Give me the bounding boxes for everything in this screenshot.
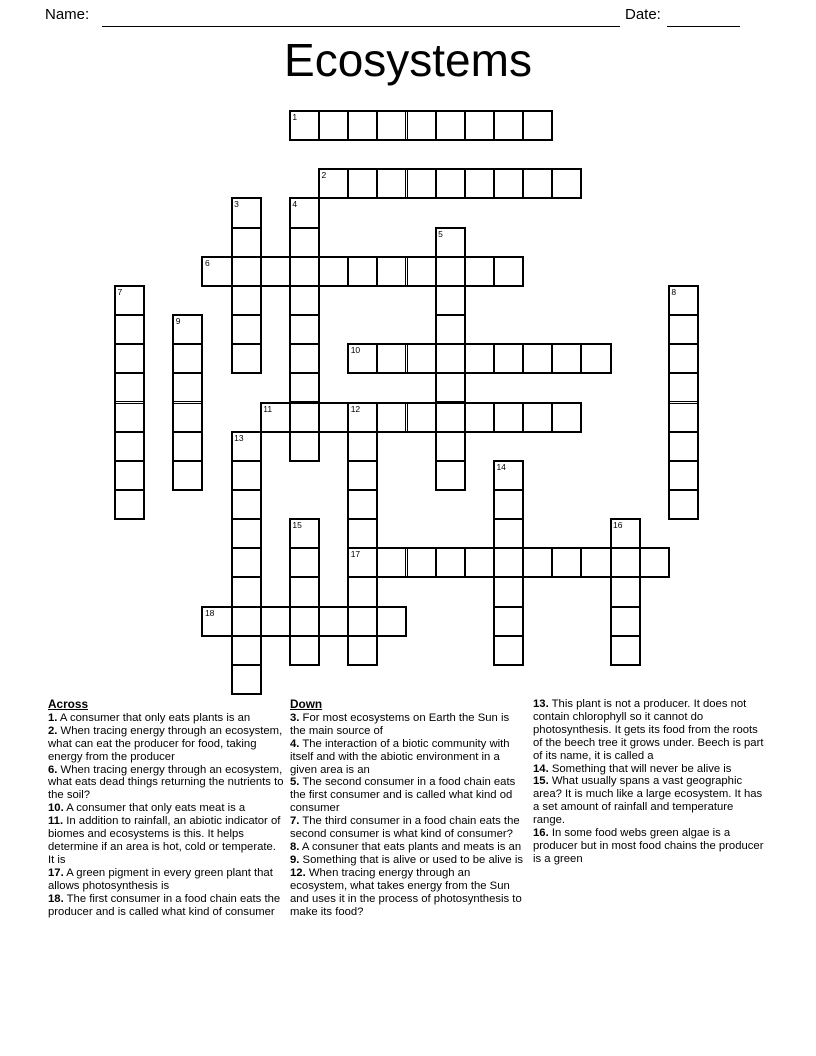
clue-across-6 xyxy=(48,764,284,803)
grid-cell[interactable] xyxy=(523,169,552,198)
grid-cell[interactable] xyxy=(290,198,319,227)
clue-text: A green pigment in every green plant that allows photosynthesis is xyxy=(48,866,273,892)
grid-cell[interactable] xyxy=(581,548,610,577)
grid-cell[interactable] xyxy=(261,607,290,636)
grid-cell[interactable] xyxy=(611,636,640,665)
cell-number: 4 xyxy=(292,199,298,210)
grid-cell[interactable] xyxy=(581,344,610,373)
clue-number: 15. xyxy=(533,775,549,788)
grid-cell[interactable] xyxy=(290,373,319,402)
grid-cell[interactable] xyxy=(232,665,261,694)
grid-cell[interactable] xyxy=(348,111,377,140)
grid-cell[interactable] xyxy=(173,461,202,490)
grid-cell[interactable] xyxy=(232,257,261,286)
grid-cell[interactable] xyxy=(319,607,348,636)
grid-cell[interactable] xyxy=(669,432,698,461)
across-heading: Across xyxy=(48,697,88,711)
clue-number: 13. xyxy=(533,698,549,710)
grid-cell[interactable] xyxy=(465,548,494,577)
grid-cell[interactable] xyxy=(465,344,494,373)
grid-cell[interactable] xyxy=(523,111,552,140)
grid-cell[interactable] xyxy=(669,373,698,402)
clue-number: 17. xyxy=(48,866,64,879)
grid-cell[interactable] xyxy=(290,548,319,577)
clue-down-9 xyxy=(290,854,527,867)
cell-number: 2 xyxy=(321,170,327,181)
clue-text: A consumer that only eats plants is an xyxy=(57,711,251,724)
grid-cell[interactable] xyxy=(348,403,377,432)
grid-cell[interactable] xyxy=(115,432,144,461)
grid-cell[interactable] xyxy=(407,257,436,286)
clue-down-13 xyxy=(533,698,764,763)
grid-cell[interactable] xyxy=(436,228,465,257)
clue-text: The second consumer in a food chain eats the first consumer and is called what kind od consumer xyxy=(290,776,516,815)
grid-cell[interactable] xyxy=(436,286,465,315)
grid-cell[interactable] xyxy=(173,315,202,344)
grid-cell[interactable] xyxy=(232,548,261,577)
cell-number: 15 xyxy=(292,520,302,531)
clue-text: For most ecosystems on Earth the Sun is the main source of xyxy=(290,711,510,737)
clue-text: In some food webs green algae is a producer but in most food chains the producer is a green xyxy=(533,827,764,865)
clue-number: 7. xyxy=(290,815,300,828)
grid-cell[interactable] xyxy=(348,577,377,606)
grid-cell[interactable] xyxy=(232,577,261,606)
grid-cell[interactable] xyxy=(523,403,552,432)
grid-cell[interactable] xyxy=(377,344,406,373)
clue-down-3 xyxy=(290,712,527,738)
clue-text: The interaction of a biotic community with itself and with the abiotic environment in a given area is an xyxy=(290,737,510,776)
grid-cell[interactable] xyxy=(407,111,436,140)
grid-cell[interactable] xyxy=(348,169,377,198)
grid-cell[interactable] xyxy=(232,228,261,257)
grid-cell[interactable] xyxy=(494,636,523,665)
grid-cell[interactable] xyxy=(436,403,465,432)
grid-cell[interactable] xyxy=(290,607,319,636)
grid-cell[interactable] xyxy=(348,432,377,461)
grid-cell[interactable] xyxy=(552,403,581,432)
clue-down-16 xyxy=(533,827,764,866)
cell-number: 5 xyxy=(438,228,443,239)
grid-cell[interactable] xyxy=(523,548,552,577)
grid-cell[interactable] xyxy=(348,607,377,636)
crossword-grid xyxy=(115,111,699,695)
clue-number: 10. xyxy=(48,802,64,815)
grid-cell[interactable] xyxy=(377,257,406,286)
clue-text: When tracing energy through an ecosystem, what can eat the producer for food, taking energy from the producer xyxy=(48,724,283,763)
grid-cell[interactable] xyxy=(669,286,698,315)
cell-number: 9 xyxy=(175,316,181,327)
clue-number: 12. xyxy=(290,866,306,879)
grid-cell[interactable] xyxy=(232,607,261,636)
cell-number: 16 xyxy=(613,520,623,531)
grid-cell[interactable] xyxy=(552,169,581,198)
grid-cell[interactable] xyxy=(261,403,290,432)
grid-cell[interactable] xyxy=(436,169,465,198)
clue-across-11 xyxy=(48,815,284,867)
grid-cell[interactable] xyxy=(523,344,552,373)
grid-cell[interactable] xyxy=(552,344,581,373)
cell-number: 14 xyxy=(496,461,506,472)
clue-number: 11. xyxy=(48,815,64,828)
grid-cell[interactable] xyxy=(465,169,494,198)
clue-number: 16. xyxy=(533,827,549,840)
grid-cell[interactable] xyxy=(377,548,406,577)
grid-cell[interactable] xyxy=(232,344,261,373)
grid-cell[interactable] xyxy=(436,257,465,286)
grid-cell[interactable] xyxy=(115,461,144,490)
grid-cell[interactable] xyxy=(232,490,261,519)
grid-cell[interactable] xyxy=(115,315,144,344)
clue-across-2 xyxy=(48,725,284,764)
grid-cell[interactable] xyxy=(407,548,436,577)
grid-cell[interactable] xyxy=(552,548,581,577)
grid-cell[interactable] xyxy=(290,344,319,373)
grid-cell[interactable] xyxy=(377,403,406,432)
grid-cell[interactable] xyxy=(173,403,202,432)
clue-down-15 xyxy=(533,775,764,827)
clue-number: 18. xyxy=(48,892,64,905)
clue-text: A consumer that only eats meat is a xyxy=(63,802,246,815)
clue-down-7 xyxy=(290,815,527,841)
grid-cell[interactable] xyxy=(202,257,231,286)
date-label: Date: xyxy=(625,6,661,23)
cell-number: 1 xyxy=(292,112,298,122)
grid-cell[interactable] xyxy=(436,111,465,140)
grid-cell[interactable] xyxy=(202,607,231,636)
grid-cell[interactable] xyxy=(611,577,640,606)
clue-down-12 xyxy=(290,867,527,919)
clue-across-1 xyxy=(48,712,284,725)
across-clues-column xyxy=(48,698,290,918)
clue-text: The third consumer in a food chain eats the second consumer is what kind of consumer? xyxy=(290,815,520,841)
page-title: Ecosystems xyxy=(284,34,532,86)
grid-cell[interactable] xyxy=(319,403,348,432)
grid-cell[interactable] xyxy=(290,403,319,432)
grid-cell[interactable] xyxy=(436,344,465,373)
grid-cell[interactable] xyxy=(465,403,494,432)
clue-number: 9. xyxy=(290,853,300,866)
grid-cell[interactable] xyxy=(290,111,319,140)
down-heading: Down xyxy=(290,697,323,711)
clue-text: Something that is alive or used to be alive is xyxy=(299,853,523,866)
grid-cell[interactable] xyxy=(232,198,261,227)
grid-cell[interactable] xyxy=(494,344,523,373)
grid-cell[interactable] xyxy=(232,286,261,315)
grid-cell[interactable] xyxy=(348,490,377,519)
grid-cell[interactable] xyxy=(290,257,319,286)
header-row xyxy=(45,5,771,27)
cell-number: 17 xyxy=(350,549,361,560)
clue-number: 2. xyxy=(48,724,58,737)
grid-cell[interactable] xyxy=(377,169,406,198)
grid-cell[interactable] xyxy=(115,286,144,315)
grid-cell[interactable] xyxy=(319,169,348,198)
grid-cell[interactable] xyxy=(173,432,202,461)
grid-cell[interactable] xyxy=(232,432,261,461)
grid-cell[interactable] xyxy=(348,548,377,577)
clue-text: Something that will never be alive is xyxy=(548,762,732,775)
grid-cell[interactable] xyxy=(494,548,523,577)
cell-number: 12 xyxy=(350,403,361,414)
clue-down-14 xyxy=(533,763,764,776)
cell-number: 10 xyxy=(350,345,361,356)
grid-cell[interactable] xyxy=(494,169,523,198)
clue-across-17 xyxy=(48,867,284,893)
grid-cell[interactable] xyxy=(377,607,406,636)
clue-text: The first consumer in a food chain eats the producer and is called what kind of consumer xyxy=(48,892,281,918)
clue-text: When tracing energy through an ecosystem, what eats dead things returning the nutrients to the soil? xyxy=(48,763,284,802)
grid-cell[interactable] xyxy=(232,315,261,344)
grid-cell[interactable] xyxy=(232,461,261,490)
clue-across-10 xyxy=(48,802,284,815)
grid-cell[interactable] xyxy=(290,636,319,665)
grid-cell[interactable] xyxy=(115,403,144,432)
grid-cell[interactable] xyxy=(290,315,319,344)
grid-cell[interactable] xyxy=(494,461,523,490)
cell-number: 8 xyxy=(671,286,677,297)
cell-number: 13 xyxy=(234,432,244,443)
grid-cell[interactable] xyxy=(669,490,698,519)
name-label: Name: xyxy=(45,6,90,23)
grid-cell[interactable] xyxy=(494,607,523,636)
grid-cell[interactable] xyxy=(494,111,523,140)
grid-cell[interactable] xyxy=(436,373,465,402)
grid-cell[interactable] xyxy=(611,607,640,636)
grid-cell[interactable] xyxy=(669,315,698,344)
grid-cell[interactable] xyxy=(494,519,523,548)
grid-cell[interactable] xyxy=(669,461,698,490)
grid-cell[interactable] xyxy=(611,548,640,577)
grid-cell[interactable] xyxy=(611,519,640,548)
grid-cell[interactable] xyxy=(290,519,319,548)
clue-text: This plant is not a producer. It does not contain chlorophyll so it cannot do photosynthesis. It gets its food from the roots of the beech tree it grows under. Beech is part of its name, it is called a xyxy=(533,698,764,762)
grid-cell[interactable] xyxy=(261,257,290,286)
grid-cell[interactable] xyxy=(669,344,698,373)
grid-cell[interactable] xyxy=(407,403,436,432)
clue-down-5 xyxy=(290,776,527,815)
name-blank-line xyxy=(102,5,620,27)
cell-number: 11 xyxy=(263,403,273,414)
grid-cell[interactable] xyxy=(290,432,319,461)
grid-cell[interactable] xyxy=(290,577,319,606)
grid-cell[interactable] xyxy=(115,344,144,373)
grid-cell[interactable] xyxy=(319,257,348,286)
cell-number: 18 xyxy=(204,607,215,618)
grid-cell[interactable] xyxy=(290,286,319,315)
grid-cell[interactable] xyxy=(377,111,406,140)
grid-cell[interactable] xyxy=(290,228,319,257)
clue-number: 6. xyxy=(48,763,58,776)
grid-cell[interactable] xyxy=(319,111,348,140)
clue-number: 3. xyxy=(290,711,300,724)
clue-across-18 xyxy=(48,893,284,919)
grid-cell[interactable] xyxy=(348,344,377,373)
grid-cell[interactable] xyxy=(348,257,377,286)
clue-text: When tracing energy through an ecosystem, what takes energy from the Sun and uses it in the process of photosynthesis to make its food? xyxy=(290,866,522,918)
grid-cell[interactable] xyxy=(173,344,202,373)
grid-cell[interactable] xyxy=(494,403,523,432)
cell-number: 7 xyxy=(117,286,123,297)
grid-cell[interactable] xyxy=(348,636,377,665)
date-blank-line xyxy=(667,5,740,27)
grid-cell[interactable] xyxy=(436,461,465,490)
clue-text: What usually spans a vast geographic area? It is much like a large ecosystem. It has a set amount of rainfall and temperature range. xyxy=(533,775,763,827)
grid-cell[interactable] xyxy=(465,111,494,140)
grid-cell[interactable] xyxy=(494,257,523,286)
grid-cell[interactable] xyxy=(669,403,698,432)
grid-cell[interactable] xyxy=(348,519,377,548)
grid-cell[interactable] xyxy=(436,432,465,461)
clue-down-8 xyxy=(290,841,527,854)
clue-number: 1. xyxy=(48,711,58,724)
grid-cell[interactable] xyxy=(115,373,144,402)
clue-number: 8. xyxy=(290,840,300,853)
down-clues-column xyxy=(290,698,533,918)
grid-cell[interactable] xyxy=(494,577,523,606)
grid-cell[interactable] xyxy=(465,257,494,286)
grid-cell[interactable] xyxy=(232,519,261,548)
grid-cell[interactable] xyxy=(115,490,144,519)
grid-cell[interactable] xyxy=(436,548,465,577)
cell-number: 6 xyxy=(204,257,210,268)
grid-cell[interactable] xyxy=(348,461,377,490)
grid-cell[interactable] xyxy=(494,490,523,519)
clue-number: 14. xyxy=(533,762,549,775)
clue-down-4 xyxy=(290,738,527,777)
clue-text: A consuner that eats plants and meats is an xyxy=(299,840,522,853)
grid-cell[interactable] xyxy=(436,315,465,344)
clue-text: In addition to rainfall, an abiotic indicator of biomes and ecosystems is this. It helps determine if an area is hot, cold or temperate. It is xyxy=(48,815,281,866)
grid-cell[interactable] xyxy=(640,548,669,577)
down-clues-continued-column xyxy=(533,698,770,918)
grid-cell[interactable] xyxy=(173,373,202,402)
grid-cell[interactable] xyxy=(407,169,436,198)
cell-number: 3 xyxy=(234,199,239,210)
clue-number: 5. xyxy=(290,776,300,789)
grid-cell[interactable] xyxy=(232,636,261,665)
grid-cell[interactable] xyxy=(407,344,436,373)
clue-number: 4. xyxy=(290,737,300,750)
clues-section xyxy=(48,698,770,918)
